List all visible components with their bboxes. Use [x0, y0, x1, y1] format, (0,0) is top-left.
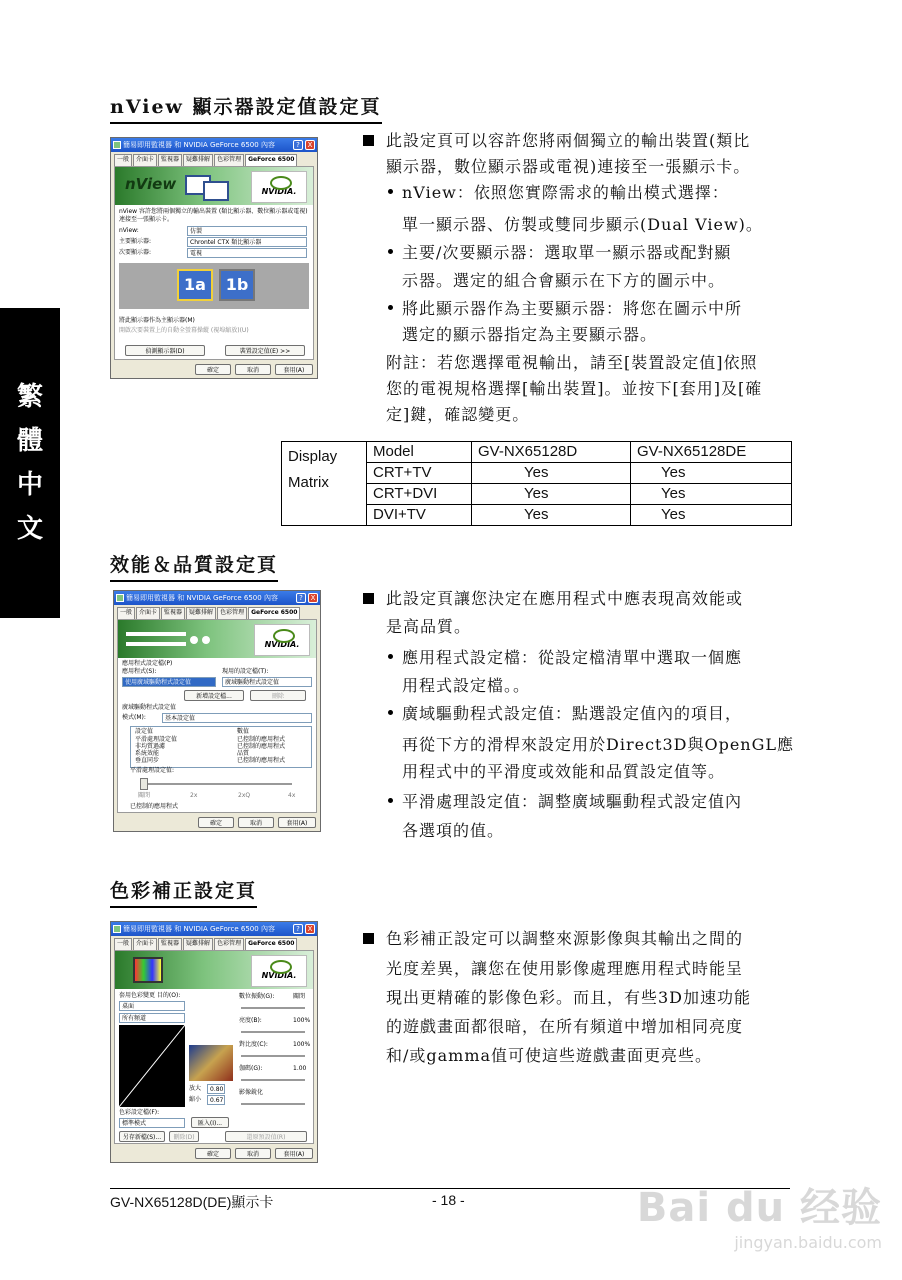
side-tab-char: 中	[16, 470, 43, 500]
dialog-titlebar	[114, 591, 320, 605]
nvidia-text: NVIDIA.	[261, 187, 297, 196]
list-item-value: 品質	[237, 750, 250, 757]
list-item-value: 已控制的應用程式	[237, 757, 286, 764]
section-title-nview	[110, 92, 382, 119]
text-line: 此設定頁讓您決定在應用程式中應表現高效能或	[386, 589, 744, 608]
contrast-slider[interactable]	[241, 1055, 305, 1057]
section-title-text: 色彩補正設定頁	[110, 880, 258, 902]
slider-label: 平滑處理設定值:	[130, 767, 175, 774]
monitor-1a-tile[interactable]: 1a	[177, 269, 213, 301]
square-bullet-icon	[363, 593, 374, 604]
apply-button[interactable]: 套用(A)	[275, 1148, 313, 1159]
apply-button[interactable]: 套用(A)	[278, 817, 316, 828]
list-header-value: 數值	[237, 728, 250, 735]
import-button[interactable]: 匯入(I)...	[191, 1117, 229, 1128]
text-line: nView：依照您實際需求的輸出模式選擇：	[402, 183, 729, 202]
app-profile-select[interactable]: 使用廣域驅動程式設定值	[122, 677, 216, 687]
watermark-brand: Bai du 经验	[636, 1185, 882, 1231]
dot-bullet-icon	[388, 654, 393, 659]
delete-button[interactable]: 刪除(D)	[169, 1131, 199, 1142]
close-button[interactable]: X	[305, 140, 315, 150]
vibrance-label: 數位振動(G):	[239, 993, 275, 1000]
text-line: 各選項的值。	[402, 821, 505, 840]
text-line: 用程式設定檔。。	[402, 676, 531, 695]
dot-graphic	[202, 636, 210, 644]
performance-description-text	[358, 586, 798, 846]
primary-display-label: 主要顯示器:	[119, 238, 152, 245]
title-underline	[110, 906, 257, 908]
text-line: 現出更精確的影像色彩。而且，有些3D加速功能	[386, 988, 752, 1007]
dot-bullet-icon	[388, 189, 393, 194]
nvidia-eye-icon	[270, 176, 292, 190]
title-underline	[110, 122, 382, 124]
color-banner	[115, 951, 313, 989]
gamma-curve-graph	[119, 1025, 185, 1107]
tab-adapter[interactable]: 介面卡	[133, 938, 157, 950]
matrix-row-header	[282, 442, 367, 526]
tab-general[interactable]: 一般	[114, 938, 132, 950]
dot-bullet-icon	[388, 710, 393, 715]
brightness-value: 100%	[293, 1017, 311, 1024]
square-bullet-icon	[363, 933, 374, 944]
side-tab-char: 體	[16, 426, 43, 456]
brightness-slider[interactable]	[241, 1031, 305, 1033]
color-target-select[interactable]: 桌面	[119, 1001, 185, 1011]
nvidia-logo	[251, 171, 307, 203]
list-item[interactable]: 非均質過濾	[135, 743, 166, 750]
list-header-setting: 設定值	[135, 728, 154, 735]
list-item[interactable]: 系統效能	[135, 750, 160, 757]
nvidia-text: NVIDIA.	[261, 971, 297, 980]
section-title-text: nView 顯示器設定值設定頁	[110, 96, 382, 118]
cancel-button[interactable]: 取消	[238, 817, 274, 828]
dialog-tabs	[111, 152, 317, 166]
tab-geforce[interactable]: GeForce 6500	[245, 154, 297, 166]
app-profile-group-label: 應用程式設定檔(P)	[122, 660, 173, 667]
save-as-button[interactable]: 另存新檔(S)...	[119, 1131, 165, 1142]
language-side-tab	[0, 308, 60, 618]
contrast-label: 對比度(C):	[239, 1041, 268, 1048]
tick-label: 4x	[288, 792, 296, 799]
gamma-slider[interactable]	[241, 1079, 305, 1081]
table-cell: CRT+TV	[367, 463, 472, 484]
nview-dialog-screenshot	[110, 137, 318, 379]
nview-description-text	[358, 128, 798, 428]
table-cell: DVI+TV	[367, 505, 472, 526]
mode-select[interactable]: 基本設定值	[162, 713, 312, 723]
tab-monitor[interactable]: 監視器	[158, 154, 182, 166]
footer-product: GV-NX65128D(DE)顯示卡	[110, 1194, 274, 1210]
sharpen-label: 影像銳化	[239, 1089, 264, 1096]
text-line: 選定的顯示器指定為主要顯示器。	[402, 325, 658, 344]
dialog-panel	[117, 619, 317, 813]
settings-list[interactable]	[130, 726, 312, 768]
tick-label: 2xQ	[238, 792, 251, 799]
cancel-button[interactable]: 取消	[235, 364, 271, 375]
column-header: Model	[367, 442, 472, 463]
brightness-label: 亮度(B):	[239, 1017, 262, 1024]
color-scheme-label: 色彩設定檔(F):	[119, 1109, 160, 1116]
tab-color-management[interactable]: 色彩管理	[214, 154, 244, 166]
help-button[interactable]: ?	[296, 593, 306, 603]
color-scheme-select[interactable]: 標準模式	[119, 1118, 185, 1128]
dialog-tabs	[114, 605, 320, 619]
text-line: 色彩補正設定可以調整來源影像與其輸出之間的	[386, 929, 744, 948]
dialog-tabs	[111, 936, 317, 950]
table-cell: CRT+DVI	[367, 484, 472, 505]
title-underline	[110, 580, 278, 582]
list-item-value: 已控制的應用程式	[237, 736, 286, 743]
primary-display-select[interactable]: Chrontel CTX 類比顯示器	[187, 237, 307, 247]
side-tab-char: 繁	[16, 382, 43, 412]
primary-checkbox[interactable]: 將此顯示器作為主顯示器(M)	[119, 317, 195, 324]
column-header: GV-NX65128D	[472, 442, 631, 463]
nvidia-eye-icon	[273, 629, 295, 643]
text-line: 的遊戲畫面都很暗，在所有頻道中增加相同亮度	[386, 1017, 744, 1036]
device-settings-button[interactable]: 裝置設定值(E) >>	[225, 345, 305, 356]
tab-monitor[interactable]: 監視器	[161, 607, 185, 619]
apply-button[interactable]: 套用(A)	[275, 364, 313, 375]
slider-graphic	[126, 642, 186, 646]
dot-bullet-icon	[388, 798, 393, 803]
dialog-titlebar	[111, 138, 317, 152]
vibrance-slider[interactable]	[241, 1007, 305, 1009]
secondary-display-select[interactable]: 電視	[187, 248, 307, 258]
column-header: GV-NX65128DE	[631, 442, 792, 463]
mode-label: 模式(M):	[122, 714, 146, 721]
table-cell: Yes	[472, 505, 631, 526]
tab-troubleshoot[interactable]: 疑難排解	[183, 154, 213, 166]
nview-mode-label: nView:	[119, 227, 139, 234]
section-title-color	[110, 876, 257, 903]
tab-general[interactable]: 一般	[117, 607, 135, 619]
tick-label: 關閉	[138, 792, 151, 799]
monitor-1b-tile[interactable]: 1b	[219, 269, 255, 301]
text-line: 是高品質。	[386, 617, 472, 636]
nview-mode-select[interactable]: 仿製	[187, 226, 307, 236]
text-line: 光度差異，讓您在使用影像處理應用程式時能呈	[386, 959, 744, 978]
row-header-line: Display	[288, 448, 338, 465]
help-button[interactable]: ?	[293, 140, 303, 150]
text-line: 平滑處理設定值：調整廣域驅動程式設定值內	[402, 792, 743, 811]
current-profile-select[interactable]: 廣域驅動程式設定值	[222, 677, 312, 687]
add-profile-button[interactable]: 新增設定檔...	[184, 690, 244, 701]
dot-graphic	[190, 636, 198, 644]
delete-profile-button[interactable]: 刪除	[250, 690, 306, 701]
color-description-text	[358, 926, 798, 1076]
text-line: 廣域驅動程式設定值：點選設定值內的項目，	[402, 704, 743, 723]
ok-button[interactable]: 確定	[198, 817, 234, 828]
watermark-url: jingyan.baidu.com	[734, 1233, 882, 1252]
detect-displays-button[interactable]: 偵測顯示器(D)	[125, 345, 205, 356]
preview-image	[189, 1045, 233, 1081]
text-line: 應用程式設定檔：從設定檔清單中選取一個應	[402, 648, 743, 667]
dialog-title: 簡易即用監視器 和 NVIDIA GeForce 6500 內容	[123, 925, 275, 933]
zoom-in-label: 放大	[189, 1085, 202, 1092]
performance-dialog-screenshot	[113, 590, 321, 832]
zoom-out-label: 縮小	[189, 1096, 202, 1103]
tab-adapter[interactable]: 介面卡	[136, 607, 160, 619]
text-line: 定]鍵，確認變更。	[386, 405, 530, 424]
vibrance-value: 關閉	[293, 993, 306, 1000]
color-dialog-screenshot	[110, 921, 318, 1163]
baidu-watermark	[637, 1176, 882, 1252]
display-icon	[113, 925, 121, 933]
channel-select[interactable]: 所有頻道	[119, 1013, 185, 1023]
display-icon	[113, 141, 121, 149]
dialog-panel	[114, 166, 314, 360]
close-button[interactable]: X	[308, 593, 318, 603]
table-cell: Yes	[472, 463, 631, 484]
text-line: 示器。選定的組合會顯示在下方的圖示中。	[402, 271, 726, 290]
dot-bullet-icon	[388, 249, 393, 254]
nview-description: nView 容許您將兩個獨立的輸出裝置 (類比顯示器、數位顯示器或電視) 連接至一張顯示卡。	[119, 208, 308, 223]
tab-monitor[interactable]: 監視器	[158, 938, 182, 950]
restore-defaults-button[interactable]: 還原預設值(R)	[225, 1131, 307, 1142]
current-profile-label: 現用的設定檔(T):	[222, 668, 269, 675]
antialias-slider[interactable]	[142, 783, 292, 785]
dot-bullet-icon	[388, 305, 393, 310]
sharpen-slider[interactable]	[241, 1103, 305, 1105]
page-number: - 18 -	[432, 1192, 465, 1208]
tab-geforce[interactable]: GeForce 6500	[248, 607, 300, 619]
text-line: 顯示器，數位顯示器或電視)連接至一張顯示卡。	[386, 157, 751, 176]
row-header-line: Matrix	[288, 474, 329, 491]
list-item[interactable]: 垂直同步	[135, 757, 160, 764]
section-title-performance	[110, 550, 278, 577]
text-line: 此設定頁可以容許您將兩個獨立的輸出裝置(類比	[386, 131, 751, 150]
text-line: 和/或gamma值可使這些遊戲畫面更亮些。	[386, 1046, 713, 1065]
tab-geforce[interactable]: GeForce 6500	[245, 938, 297, 950]
app-controlled-checkbox[interactable]: 已控制的應用程式	[130, 803, 179, 810]
text-line: 您的電視規格選擇[輸出裝置]。並按下[套用]及[確	[386, 379, 763, 398]
text-line: 主要/次要顯示器：選取單一顯示器或配對顯	[402, 243, 732, 262]
side-tab-char: 文	[16, 514, 43, 544]
section-title-text: 效能＆品質設定頁	[110, 554, 279, 576]
tab-troubleshoot[interactable]: 疑難排解	[183, 938, 213, 950]
close-button[interactable]: X	[305, 924, 315, 934]
text-line: 再從下方的滑桿來設定用於Direct3D與OpenGL應	[402, 735, 795, 754]
display-matrix-table	[281, 441, 792, 526]
tab-general[interactable]: 一般	[114, 154, 132, 166]
list-item[interactable]: 平滑處理設定值	[135, 736, 178, 743]
nvidia-logo	[254, 624, 310, 656]
table-cell: Yes	[472, 484, 631, 505]
global-settings-group-label: 廣域驅動程式設定值	[122, 704, 177, 711]
nview-logo: nView	[125, 175, 177, 193]
text-line: 用程式中的平滑度或效能和品質設定值等。	[402, 762, 726, 781]
table-row	[282, 442, 792, 463]
dialog-panel	[114, 950, 314, 1144]
tick-label: 2x	[190, 792, 198, 799]
nview-banner	[115, 167, 313, 205]
tab-adapter[interactable]: 介面卡	[133, 154, 157, 166]
tab-troubleshoot[interactable]: 疑難排解	[186, 607, 216, 619]
ok-button[interactable]: 確定	[195, 364, 231, 375]
contrast-value: 100%	[293, 1041, 311, 1048]
monitor-icon	[203, 181, 229, 201]
list-item-value: 已控制的應用程式	[237, 743, 286, 750]
secondary-display-label: 次要顯示器:	[119, 249, 152, 256]
text-line: 單一顯示器、仿製或雙同步顯示(Dual View)。	[402, 215, 763, 234]
text-line: 將此顯示器作為主要顯示器：將您在圖示中所	[402, 299, 743, 318]
slider-graphic	[126, 632, 186, 636]
slider-thumb[interactable]	[140, 778, 148, 790]
gamma-value: 1.00	[293, 1065, 307, 1072]
dialog-title: 簡易即用監視器 和 NVIDIA GeForce 6500 內容	[126, 594, 278, 602]
nvidia-logo	[251, 955, 307, 987]
dialog-titlebar	[111, 922, 317, 936]
help-button[interactable]: ?	[293, 924, 303, 934]
tab-color-management[interactable]: 色彩管理	[217, 607, 247, 619]
ok-button[interactable]: 確定	[195, 1148, 231, 1159]
display-preview-area	[119, 263, 309, 309]
tab-color-management[interactable]: 色彩管理	[214, 938, 244, 950]
color-target-label: 套用色彩變更 目的(O):	[119, 992, 181, 999]
app-profile-label: 應用程式(S):	[122, 668, 157, 675]
performance-banner	[118, 620, 316, 658]
zoom-in-value[interactable]: 0.80	[207, 1084, 225, 1094]
table-cell: Yes	[631, 505, 792, 526]
zoom-out-value[interactable]: 0.67	[207, 1095, 225, 1105]
text-line: 附註：若您選擇電視輸出，請至[裝置設定值]依照	[386, 353, 758, 372]
square-bullet-icon	[363, 135, 374, 146]
dialog-title: 簡易即用監視器 和 NVIDIA GeForce 6500 內容	[123, 141, 275, 149]
color-bars-icon	[133, 957, 163, 983]
table-cell: Yes	[631, 484, 792, 505]
nvidia-eye-icon	[270, 960, 292, 974]
table-cell: Yes	[631, 463, 792, 484]
display-icon	[116, 594, 124, 602]
gamma-label: 伽碼(G):	[239, 1065, 263, 1072]
nvidia-text: NVIDIA.	[264, 640, 300, 649]
autopan-checkbox[interactable]: 開啟次要裝置上的自動全螢幕操縱 (視埠縮放)(U)	[119, 327, 249, 334]
cancel-button[interactable]: 取消	[235, 1148, 271, 1159]
